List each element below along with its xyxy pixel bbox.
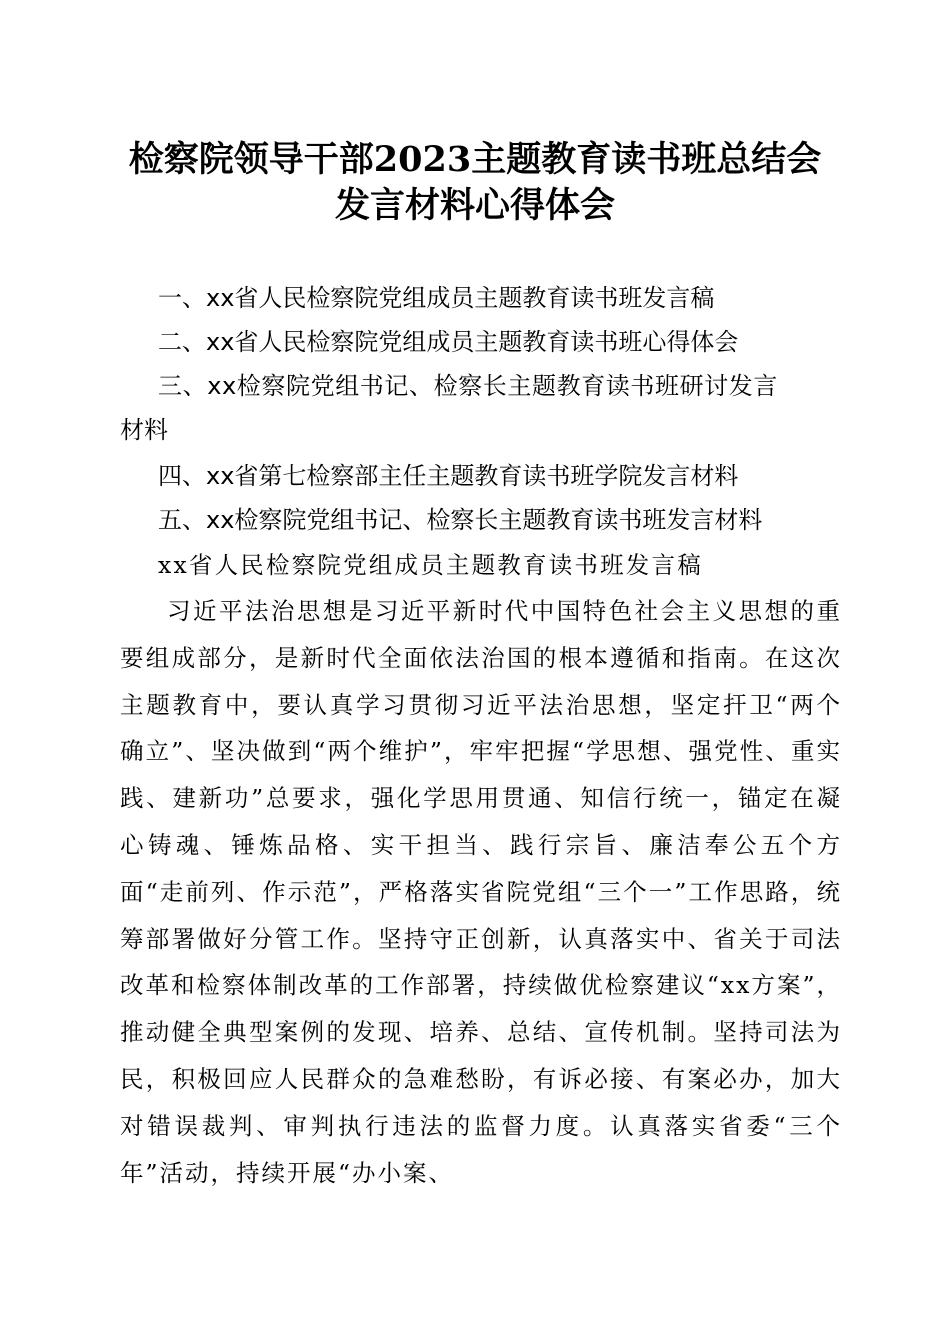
toc-item-1: 一、xx省人民检察院党组成员主题教育读书班发言稿 — [158, 284, 715, 312]
document-title-line-1: 检察院领导干部2023主题教育读书班总结会 — [128, 139, 822, 180]
toc-item-5: 五、xx检察院党组书记、检察长主题教育读书班发言材料 — [158, 506, 763, 534]
toc-item-4: 四、xx省第七检察部主任主题教育读书班学院发言材料 — [158, 462, 739, 490]
body-paragraph: 习近平法治思想是习近平新时代中国特色社会主义思想的重要组成部分，是新时代全面依法治国的根本遵循和指南。在这次主题教育中，要认真学习贯彻习近平法治思想，坚定扞卫“两个确立”、坚决做到“两个维护”，牢牢把握“学思想、强党性、重实践、建新功”总要求，强化学思用贯通、知信行统一，锚定在凝心铸魂、锤炼品格、实干担当、践行宗旨、廉洁奉公五个方面“走前列、作示范”，严格落实省院党组“三个一”工作思路，统筹部署做好分管工作。坚持守正创新，认真落实中、省关于司法改革和检察体制改革的工作部署，持续做优检察建议“xx方案”，推动健全典型案例的发现、培养、总结、宣传机制。坚持司法为民，积极回应人民群众的急难愁盼，有诉必接、有案必办，加大对错误裁判、审判执行违法的监督力度。认真落实省委“三个年”活动，持续开展“办小案、 — [120, 597, 842, 1187]
toc-item-3: 三、xx检察院党组书记、检察长主题教育读书班研讨发言 — [158, 372, 779, 400]
toc-item-2: 二、xx省人民检察院党组成员主题教育读书班心得体会 — [158, 328, 739, 356]
section-heading: xx省人民检察院党组成员主题教育读书班发言稿 — [158, 551, 703, 579]
document-title-line-2: 发言材料心得体会 — [334, 185, 615, 226]
toc-item-3-continued: 材料 — [120, 416, 168, 444]
